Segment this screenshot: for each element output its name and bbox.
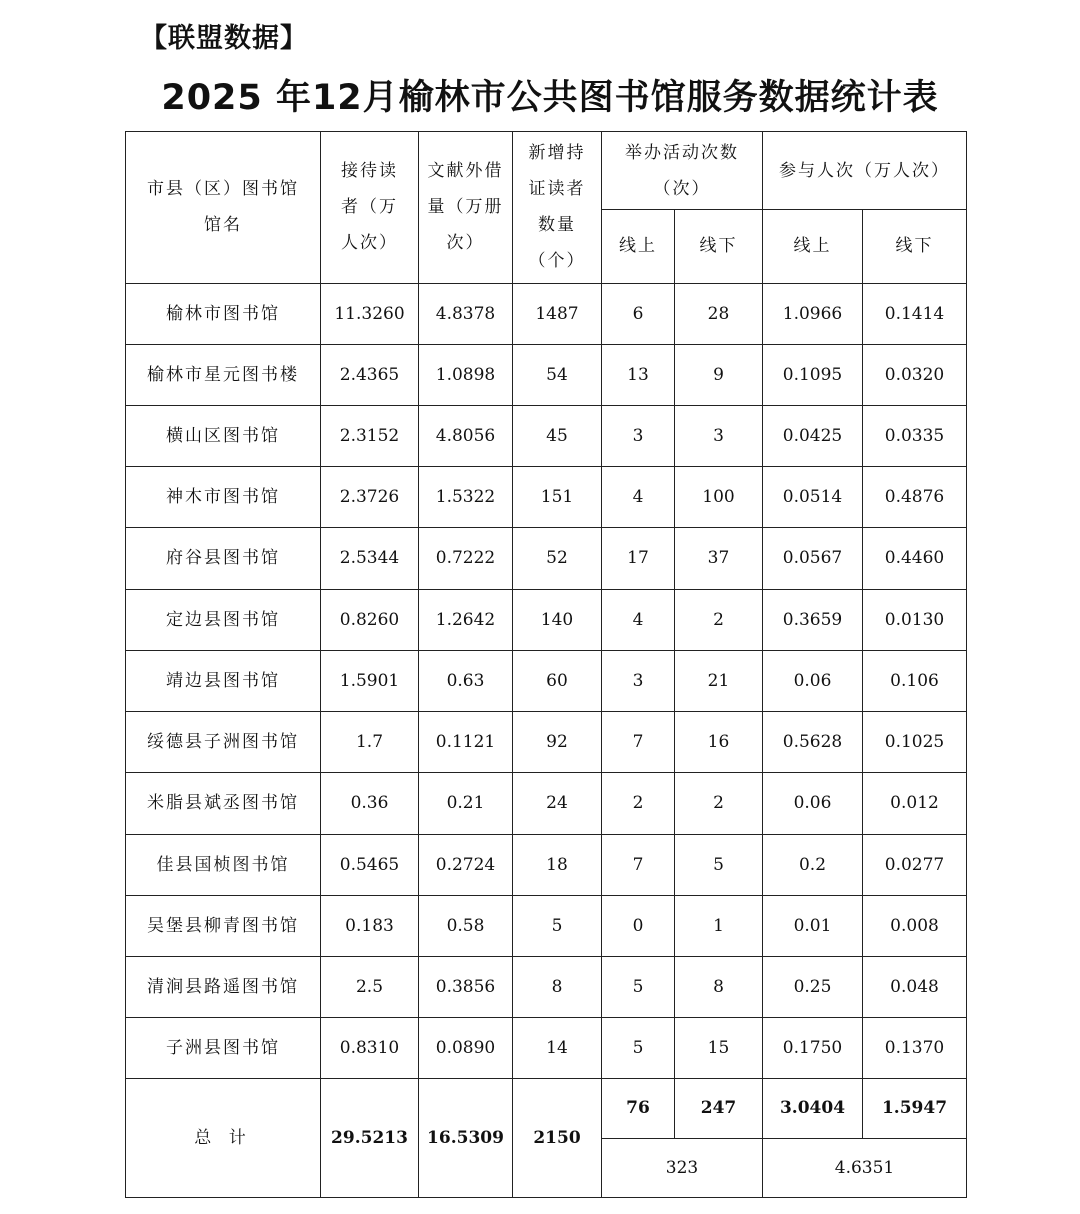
total-par-online: 3.0404 xyxy=(763,1079,863,1138)
table-row xyxy=(126,1018,967,1079)
cell-par-online: 0.3659 xyxy=(763,589,863,650)
cell-par-online: 0.2 xyxy=(763,834,863,895)
cell-par-offline: 0.1414 xyxy=(863,283,967,344)
table-row xyxy=(126,650,967,711)
cell-par-online: 0.0425 xyxy=(763,405,863,466)
cell-act-offline: 3 xyxy=(675,405,763,466)
table-row xyxy=(126,344,967,405)
table-row xyxy=(126,956,967,1017)
cell-act-online: 6 xyxy=(602,283,675,344)
cell-name: 子洲县图书馆 xyxy=(126,1018,321,1079)
cell-readers: 0.8260 xyxy=(321,589,419,650)
cell-loans: 0.7222 xyxy=(419,528,513,589)
total-par-offline: 1.5947 xyxy=(863,1079,967,1138)
cell-par-online: 0.1095 xyxy=(763,344,863,405)
cell-loans: 1.5322 xyxy=(419,467,513,528)
cell-act-online: 5 xyxy=(602,956,675,1017)
cell-name: 府谷县图书馆 xyxy=(126,528,321,589)
cell-new-cards: 52 xyxy=(513,528,602,589)
cell-readers: 2.3152 xyxy=(321,405,419,466)
header-loans: 文献外借量（万册次） xyxy=(419,132,513,284)
total-loans: 16.5309 xyxy=(419,1079,513,1198)
cell-par-offline: 0.012 xyxy=(863,773,967,834)
cell-act-offline: 2 xyxy=(675,589,763,650)
cell-loans: 0.58 xyxy=(419,895,513,956)
header-participants: 参与人次（万人次） xyxy=(763,132,967,210)
header-activities-online: 线上 xyxy=(602,210,675,283)
cell-readers: 11.3260 xyxy=(321,283,419,344)
table-row xyxy=(126,712,967,773)
cell-par-offline: 0.1025 xyxy=(863,712,967,773)
total-participants-sum: 4.6351 xyxy=(763,1138,967,1197)
cell-new-cards: 151 xyxy=(513,467,602,528)
cell-new-cards: 14 xyxy=(513,1018,602,1079)
cell-loans: 1.2642 xyxy=(419,589,513,650)
cell-loans: 0.63 xyxy=(419,650,513,711)
cell-act-offline: 28 xyxy=(675,283,763,344)
total-row xyxy=(126,1079,967,1138)
cell-readers: 2.3726 xyxy=(321,467,419,528)
cell-loans: 4.8378 xyxy=(419,283,513,344)
cell-par-offline: 0.008 xyxy=(863,895,967,956)
cell-new-cards: 24 xyxy=(513,773,602,834)
cell-par-offline: 0.0130 xyxy=(863,589,967,650)
cell-par-online: 0.1750 xyxy=(763,1018,863,1079)
cell-par-online: 1.0966 xyxy=(763,283,863,344)
header-new-cards: 新增持证读者数量（个） xyxy=(513,132,602,284)
header-participants-offline: 线下 xyxy=(863,210,967,283)
table-body xyxy=(126,132,967,1198)
total-act-online: 76 xyxy=(602,1079,675,1138)
cell-readers: 0.36 xyxy=(321,773,419,834)
cell-act-offline: 15 xyxy=(675,1018,763,1079)
cell-loans: 0.0890 xyxy=(419,1018,513,1079)
cell-par-online: 0.01 xyxy=(763,895,863,956)
table-row xyxy=(126,283,967,344)
cell-new-cards: 45 xyxy=(513,405,602,466)
cell-act-offline: 5 xyxy=(675,834,763,895)
cell-new-cards: 1487 xyxy=(513,283,602,344)
cell-name: 清涧县路遥图书馆 xyxy=(126,956,321,1017)
cell-loans: 0.1121 xyxy=(419,712,513,773)
table-row xyxy=(126,528,967,589)
cell-readers: 0.8310 xyxy=(321,1018,419,1079)
cell-name: 绥德县子洲图书馆 xyxy=(126,712,321,773)
total-activities-sum: 323 xyxy=(602,1138,763,1197)
cell-readers: 0.183 xyxy=(321,895,419,956)
cell-par-offline: 0.0277 xyxy=(863,834,967,895)
cell-act-online: 2 xyxy=(602,773,675,834)
cell-name: 榆林市图书馆 xyxy=(126,283,321,344)
header-activities-offline: 线下 xyxy=(675,210,763,283)
cell-act-online: 17 xyxy=(602,528,675,589)
cell-par-online: 0.0514 xyxy=(763,467,863,528)
cell-readers: 0.5465 xyxy=(321,834,419,895)
cell-par-online: 0.25 xyxy=(763,956,863,1017)
table-row xyxy=(126,834,967,895)
total-label: 总 计 xyxy=(126,1079,321,1198)
header-activities: 举办活动次数（次） xyxy=(602,132,763,210)
cell-readers: 2.5 xyxy=(321,956,419,1017)
cell-name: 吴堡县柳青图书馆 xyxy=(126,895,321,956)
table-row xyxy=(126,589,967,650)
cell-loans: 4.8056 xyxy=(419,405,513,466)
header-row-1 xyxy=(126,132,967,210)
cell-new-cards: 60 xyxy=(513,650,602,711)
cell-loans: 0.3856 xyxy=(419,956,513,1017)
cell-new-cards: 18 xyxy=(513,834,602,895)
cell-act-online: 7 xyxy=(602,834,675,895)
cell-act-offline: 100 xyxy=(675,467,763,528)
cell-name: 佳县国桢图书馆 xyxy=(126,834,321,895)
cell-par-offline: 0.1370 xyxy=(863,1018,967,1079)
cell-par-offline: 0.0320 xyxy=(863,344,967,405)
total-act-offline: 247 xyxy=(675,1079,763,1138)
cell-act-offline: 2 xyxy=(675,773,763,834)
cell-new-cards: 92 xyxy=(513,712,602,773)
cell-act-online: 3 xyxy=(602,405,675,466)
cell-readers: 2.5344 xyxy=(321,528,419,589)
cell-readers: 1.7 xyxy=(321,712,419,773)
cell-act-offline: 37 xyxy=(675,528,763,589)
cell-act-online: 13 xyxy=(602,344,675,405)
cell-act-online: 0 xyxy=(602,895,675,956)
cell-name: 定边县图书馆 xyxy=(126,589,321,650)
cell-par-offline: 0.0335 xyxy=(863,405,967,466)
cell-name: 神木市图书馆 xyxy=(126,467,321,528)
cell-par-offline: 0.4876 xyxy=(863,467,967,528)
cell-new-cards: 54 xyxy=(513,344,602,405)
cell-name: 横山区图书馆 xyxy=(126,405,321,466)
cell-readers: 2.4365 xyxy=(321,344,419,405)
page-title: 2025 年12月榆林市公共图书馆服务数据统计表 xyxy=(161,78,939,118)
cell-name: 榆林市星元图书楼 xyxy=(126,344,321,405)
cell-par-offline: 0.106 xyxy=(863,650,967,711)
cell-new-cards: 5 xyxy=(513,895,602,956)
cell-act-offline: 9 xyxy=(675,344,763,405)
cell-act-online: 5 xyxy=(602,1018,675,1079)
table-row xyxy=(126,405,967,466)
cell-name: 米脂县斌丞图书馆 xyxy=(126,773,321,834)
header-library: 市县（区）图书馆馆名 xyxy=(126,132,321,284)
total-new-cards: 2150 xyxy=(513,1079,602,1198)
cell-loans: 0.2724 xyxy=(419,834,513,895)
header-readers: 接待读者（万人次） xyxy=(321,132,419,284)
cell-new-cards: 140 xyxy=(513,589,602,650)
cell-par-online: 0.5628 xyxy=(763,712,863,773)
cell-par-online: 0.06 xyxy=(763,650,863,711)
cell-act-offline: 1 xyxy=(675,895,763,956)
table-row xyxy=(126,467,967,528)
table-row xyxy=(126,895,967,956)
cell-new-cards: 8 xyxy=(513,956,602,1017)
statistics-table xyxy=(125,131,967,1198)
cell-act-online: 4 xyxy=(602,467,675,528)
cell-act-offline: 21 xyxy=(675,650,763,711)
total-readers: 29.5213 xyxy=(321,1079,419,1198)
table-row xyxy=(126,773,967,834)
cell-par-offline: 0.4460 xyxy=(863,528,967,589)
cell-par-online: 0.06 xyxy=(763,773,863,834)
section-tag: 【联盟数据】 xyxy=(140,23,308,54)
cell-loans: 1.0898 xyxy=(419,344,513,405)
cell-act-online: 3 xyxy=(602,650,675,711)
cell-name: 靖边县图书馆 xyxy=(126,650,321,711)
cell-par-offline: 0.048 xyxy=(863,956,967,1017)
cell-act-offline: 16 xyxy=(675,712,763,773)
cell-par-online: 0.0567 xyxy=(763,528,863,589)
header-participants-online: 线上 xyxy=(763,210,863,283)
cell-act-online: 7 xyxy=(602,712,675,773)
cell-act-offline: 8 xyxy=(675,956,763,1017)
cell-act-online: 4 xyxy=(602,589,675,650)
cell-readers: 1.5901 xyxy=(321,650,419,711)
cell-loans: 0.21 xyxy=(419,773,513,834)
